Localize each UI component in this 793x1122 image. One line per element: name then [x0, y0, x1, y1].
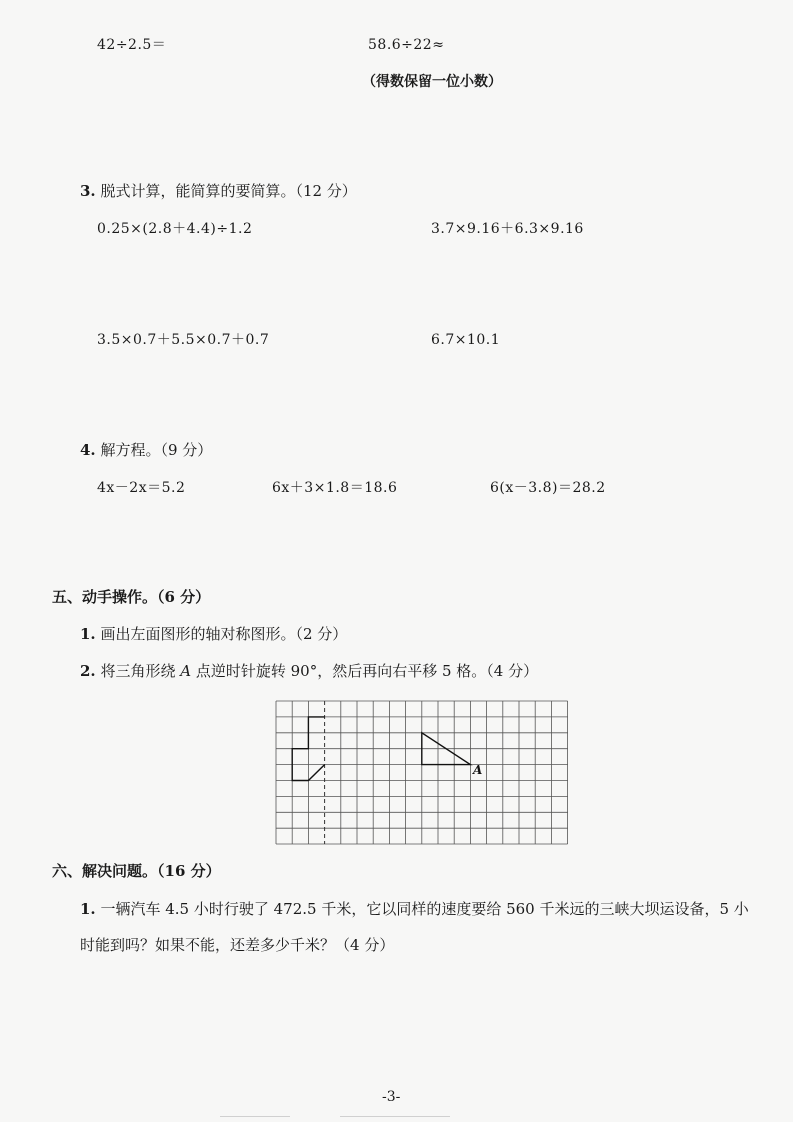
- question-number: 3.: [80, 182, 96, 200]
- footer-divider: [340, 1116, 450, 1117]
- rounding-note: （得数保留一位小数）: [362, 74, 502, 90]
- grid-lines: [276, 701, 568, 844]
- question-text: 点逆时针旋转 90°，然后再向右平移 5 格。（4 分）: [195, 662, 539, 680]
- page-number: -3-: [382, 1089, 401, 1105]
- equation-item: 6x＋3×1.8＝18.6: [272, 480, 398, 496]
- point-a-label: A: [473, 763, 483, 777]
- question-text: 一辆汽车 4.5 小时行驶了 472.5 千米，它以同样的速度要给 560 千米远的三峡大坝运设备，5 小时能到吗？如果不能，还差多少千米？（4 分）: [80, 900, 749, 954]
- point-label: A: [180, 662, 192, 680]
- equation-item: 6(x－3.8)＝28.2: [490, 480, 606, 496]
- question-title: 脱式计算，能简算的要简算。（12 分）: [100, 182, 357, 200]
- equation-item: 4x－2x＝5.2: [97, 480, 186, 496]
- question-number: 1.: [80, 625, 96, 643]
- section-5-title: 五、动手操作。（6 分）: [52, 588, 211, 606]
- calc-item: 6.7×10.1: [431, 332, 501, 348]
- calc-item: 3.7×9.16＋6.3×9.16: [431, 221, 584, 237]
- question-number: 2.: [80, 662, 96, 680]
- question-text: 将三角形绕: [100, 662, 176, 680]
- section-6-question-1: [80, 891, 760, 963]
- question-text: 画出左面图形的轴对称图形。（2 分）: [100, 625, 348, 643]
- calc-item: 42÷2.5＝: [97, 37, 167, 53]
- question-title: 解方程。（9 分）: [100, 441, 213, 459]
- question-number: 4.: [80, 441, 96, 459]
- calc-item: 58.6÷22≈: [368, 37, 445, 53]
- section-6-title: 六、解决问题。（16 分）: [52, 862, 221, 880]
- question-number: 1.: [80, 900, 96, 918]
- calc-item: 3.5×0.7＋5.5×0.7＋0.7: [97, 332, 270, 348]
- footer-divider: [220, 1116, 290, 1117]
- calc-item: 0.25×(2.8＋4.4)÷1.2: [97, 221, 253, 237]
